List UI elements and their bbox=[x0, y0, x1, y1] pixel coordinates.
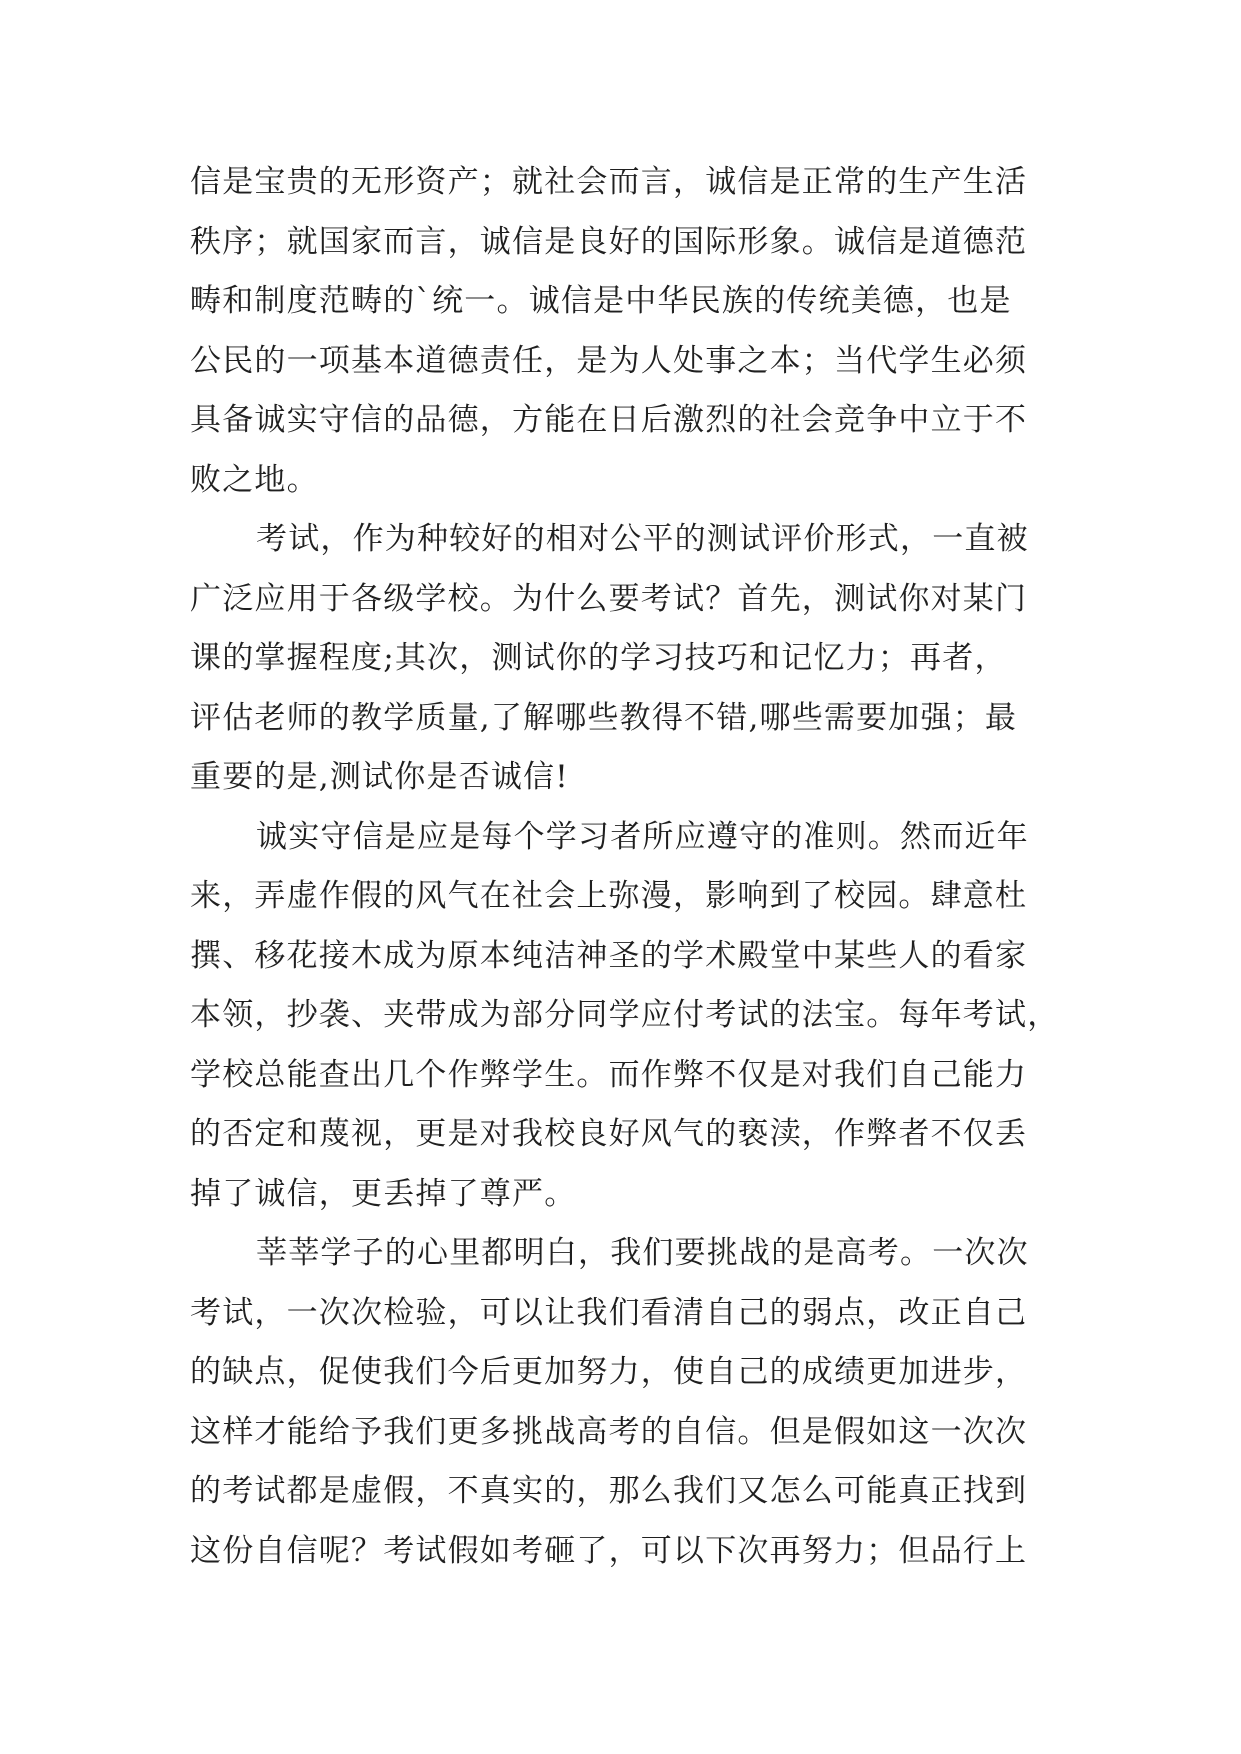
text-line: 考试，一次次检验，可以让我们看清自己的弱点，改正自己 bbox=[190, 1294, 1028, 1331]
paragraph bbox=[190, 808, 1060, 1225]
text-line: 考试，作为种较好的相对公平的测试评价形式，一直被 bbox=[256, 521, 1029, 557]
text-line: 公民的一项基本道德责任，是为人处事之本；当代学生必须 bbox=[190, 342, 1028, 379]
text-line: 课的掌握程度;其次，测试你的学习技巧和记忆力；再者， bbox=[190, 640, 1007, 676]
text-line: 败之地。 bbox=[190, 461, 319, 498]
text-line: 本领，抄袭、夹带成为部分同学应付考试的法宝。每年考试， bbox=[190, 997, 1060, 1033]
text-line: 具备诚实守信的品德，方能在日后激烈的社会竞争中立于不 bbox=[190, 402, 1028, 438]
text-line: 的缺点，促使我们今后更加努力，使自己的成绩更加进步， bbox=[190, 1354, 1028, 1390]
document-body bbox=[190, 153, 1060, 1581]
text-line: 诚实守信是应是每个学习者所应遵守的准则。然而近年 bbox=[256, 818, 1029, 855]
text-line: 学校总能查出几个作弊学生。而作弊不仅是对我们自己能力 bbox=[190, 1056, 1028, 1093]
text-line: 这样才能给予我们更多挑战高考的自信。但是假如这一次次 bbox=[190, 1413, 1028, 1450]
text-line: 莘莘学子的心里都明白，我们要挑战的是高考。一次次 bbox=[256, 1235, 1029, 1271]
text-line: 这份自信呢？考试假如考砸了，可以下次再努力；但品行上 bbox=[190, 1532, 1028, 1569]
text-line: 来，弄虚作假的风气在社会上弥漫，影响到了校园。肆意杜 bbox=[190, 878, 1028, 914]
text-line: 评估老师的教学质量,了解哪些教得不错,哪些需要加强；最 bbox=[190, 699, 1018, 736]
text-line: 重要的是,测试你是否诚信! bbox=[190, 759, 569, 795]
text-line: 信是宝贵的无形资产；就社会而言，诚信是正常的生产生活 bbox=[190, 164, 1028, 200]
text-line: 广泛应用于各级学校。为什么要考试？首先，测试你对某门 bbox=[190, 580, 1028, 617]
text-line: 撰、移花接木成为原本纯洁神圣的学术殿堂中某些人的看家 bbox=[190, 937, 1028, 974]
text-line: 畴和制度范畴的`统一。诚信是中华民族的传统美德，也是 bbox=[190, 283, 1012, 319]
text-line: 的考试都是虚假，不真实的，那么我们又怎么可能真正找到 bbox=[190, 1473, 1028, 1509]
paragraph bbox=[190, 1224, 1060, 1581]
text-line: 秩序；就国家而言，诚信是良好的国际形象。诚信是道德范 bbox=[190, 223, 1028, 260]
paragraph bbox=[190, 510, 1060, 808]
text-line: 的否定和蔑视，更是对我校良好风气的亵渎，作弊者不仅丢 bbox=[190, 1116, 1028, 1152]
paragraph bbox=[190, 153, 1060, 510]
text-line: 掉了诚信，更丢掉了尊严。 bbox=[190, 1175, 577, 1212]
